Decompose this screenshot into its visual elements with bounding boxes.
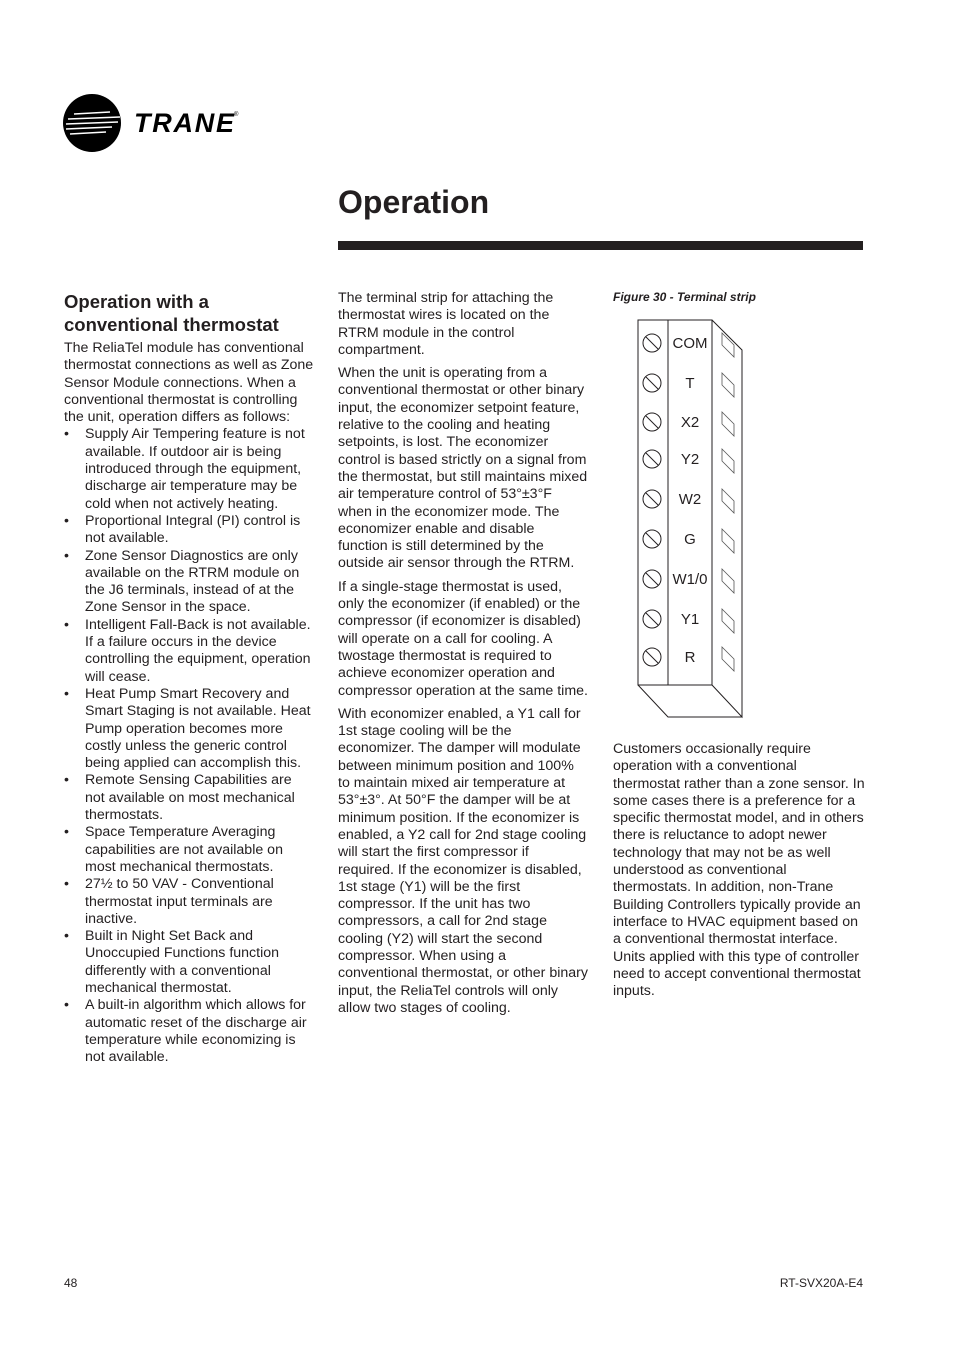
screw-slot	[646, 453, 658, 465]
screw-slot	[646, 416, 658, 428]
terminal-label: G	[684, 531, 696, 548]
differences-list	[64, 426, 314, 1066]
terminal-slot	[722, 647, 734, 671]
screw-slot	[646, 533, 658, 545]
list-item: • Remote Sensing Capabilities are not available on most mechanical thermostats.	[64, 772, 314, 824]
trane-logo	[62, 92, 242, 156]
terminal-slot	[722, 489, 734, 513]
terminal-label: R	[684, 649, 696, 666]
terminal-slot	[722, 412, 734, 436]
terminal-label: T	[685, 375, 695, 392]
paragraph: If a single-stage thermostat is used, only the economizer (if enabled) or the compressor (if economizer is disabled) will operate on a call for cooling. A twostage thermostat is required to achieve economizer operation and compressor operation at the same time.	[338, 578, 588, 699]
terminal-slot	[722, 529, 734, 553]
list-item: • Proportional Integral (PI) control is not available.	[64, 513, 314, 548]
page-title: Operation	[338, 184, 490, 220]
screw-slot	[646, 573, 658, 585]
terminal-label: X2	[680, 414, 700, 431]
intro-paragraph: The ReliaTel module has conventional thermostat connections as well as Zone Sensor Module connections. When a conventional thermostat is controlling the unit, operation differs as follows:	[64, 340, 314, 426]
screw-slot	[646, 377, 658, 389]
screw-slot	[646, 651, 658, 663]
terminal-slot	[722, 569, 734, 593]
screw-slot	[646, 613, 658, 625]
list-item: • Zone Sensor Diagnostics are only available on the RTRM module on the J6 terminals, instead of at the Zone Sensor in the space.	[64, 548, 314, 617]
paragraph: When the unit is operating from a conventional thermostat or other binary input, the economizer setpoint feature, relative to the cooling and heating setpoints, is lost. The economizer control is based strictly on a signal from the thermostat, but still maintains mixed air temperature control of 53°±3°F when in the economizer mode. The economizer enable and disable function is still determined by the outside air sensor through the RTRM.	[338, 365, 588, 572]
left-column	[64, 290, 314, 1066]
screw-slot	[646, 337, 658, 349]
terminal-label: COM	[672, 335, 708, 352]
section-heading: Operation with a conventional thermostat	[64, 291, 279, 335]
document-id: RT-SVX20A-E4	[779, 1276, 863, 1290]
figure-caption: Figure 30 - Terminal strip	[613, 290, 756, 304]
svg-text:TRANE: TRANE	[134, 108, 234, 138]
list-item: • 27½ to 50 VAV - Conventional thermostat input terminals are inactive.	[64, 876, 314, 928]
terminal-label: W1/0	[672, 571, 708, 588]
list-item: • Space Temperature Averaging capabilities are not available on most mechanical thermostats.	[64, 824, 314, 876]
terminal-label: Y1	[680, 611, 700, 628]
title-rule	[338, 241, 863, 250]
paragraph: The terminal strip for attaching the thermostat wires is located on the RTRM module in the control compartment.	[338, 290, 554, 358]
page-number: 48	[64, 1276, 78, 1290]
list-item: • Built in Night Set Back and Unoccupied Functions function differently with a conventional mechanical thermostat.	[64, 928, 314, 997]
terminal-slot	[722, 609, 734, 633]
list-item: • Supply Air Tempering feature is not available. If outdoor air is being introduced through the equipment, discharge air temperature may be cold when not actively heating.	[64, 426, 314, 512]
terminal-label: W2	[678, 491, 702, 508]
terminal-label: Y2	[680, 451, 700, 468]
svg-text:®: ®	[234, 112, 239, 118]
screw-slot	[646, 493, 658, 505]
terminal-slot	[722, 449, 734, 473]
paragraph: Customers occasionally require operation with a conventional thermostat rather than a zone sensor. In some cases there is a preference for a specific thermostat model, and in others there is reluctance to adopt newer technology that may not be as well understood as conventional thermostats. In addition, non-Trane Building Controllers typically provide an interface to HVAC equipment based on a conventional thermostat interface. Units applied with this type of controller need to accept conventional thermostat inputs.	[613, 741, 865, 1000]
middle-column	[338, 290, 588, 1023]
paragraph: With economizer enabled, a Y1 call for 1st stage cooling will be the economizer. The damper will modulate between minimum position and 100% to maintain mixed air temperature at 53°±3°. At 50°F the damper will be at minimum position. If the economizer is enabled, a Y2 call for 2nd stage cooling will start the first compressor if required. If the economizer is disabled, 1st stage (Y1) will be the first compressor. If the unit has two compressors, a call for 2nd stage cooling (Y2) will start the second compressor. When using a conventional thermostat, or other binary input, the ReliaTel controls will only allow two stages of cooling.	[338, 705, 588, 1016]
list-item: • Intelligent Fall-Back is not available. If a failure occurs in the device controlling the equipment, operation will cease.	[64, 617, 314, 686]
terminal-slot	[722, 373, 734, 397]
list-item: • A built-in algorithm which allows for automatic reset of the discharge air temperature while economizing is not available.	[64, 997, 314, 1066]
list-item: • Heat Pump Smart Recovery and Smart Staging is not available. Heat Pump operation becomes more costly unless the generic control being applied can accomplish this.	[64, 686, 314, 772]
terminal-strip-figure	[630, 315, 755, 725]
